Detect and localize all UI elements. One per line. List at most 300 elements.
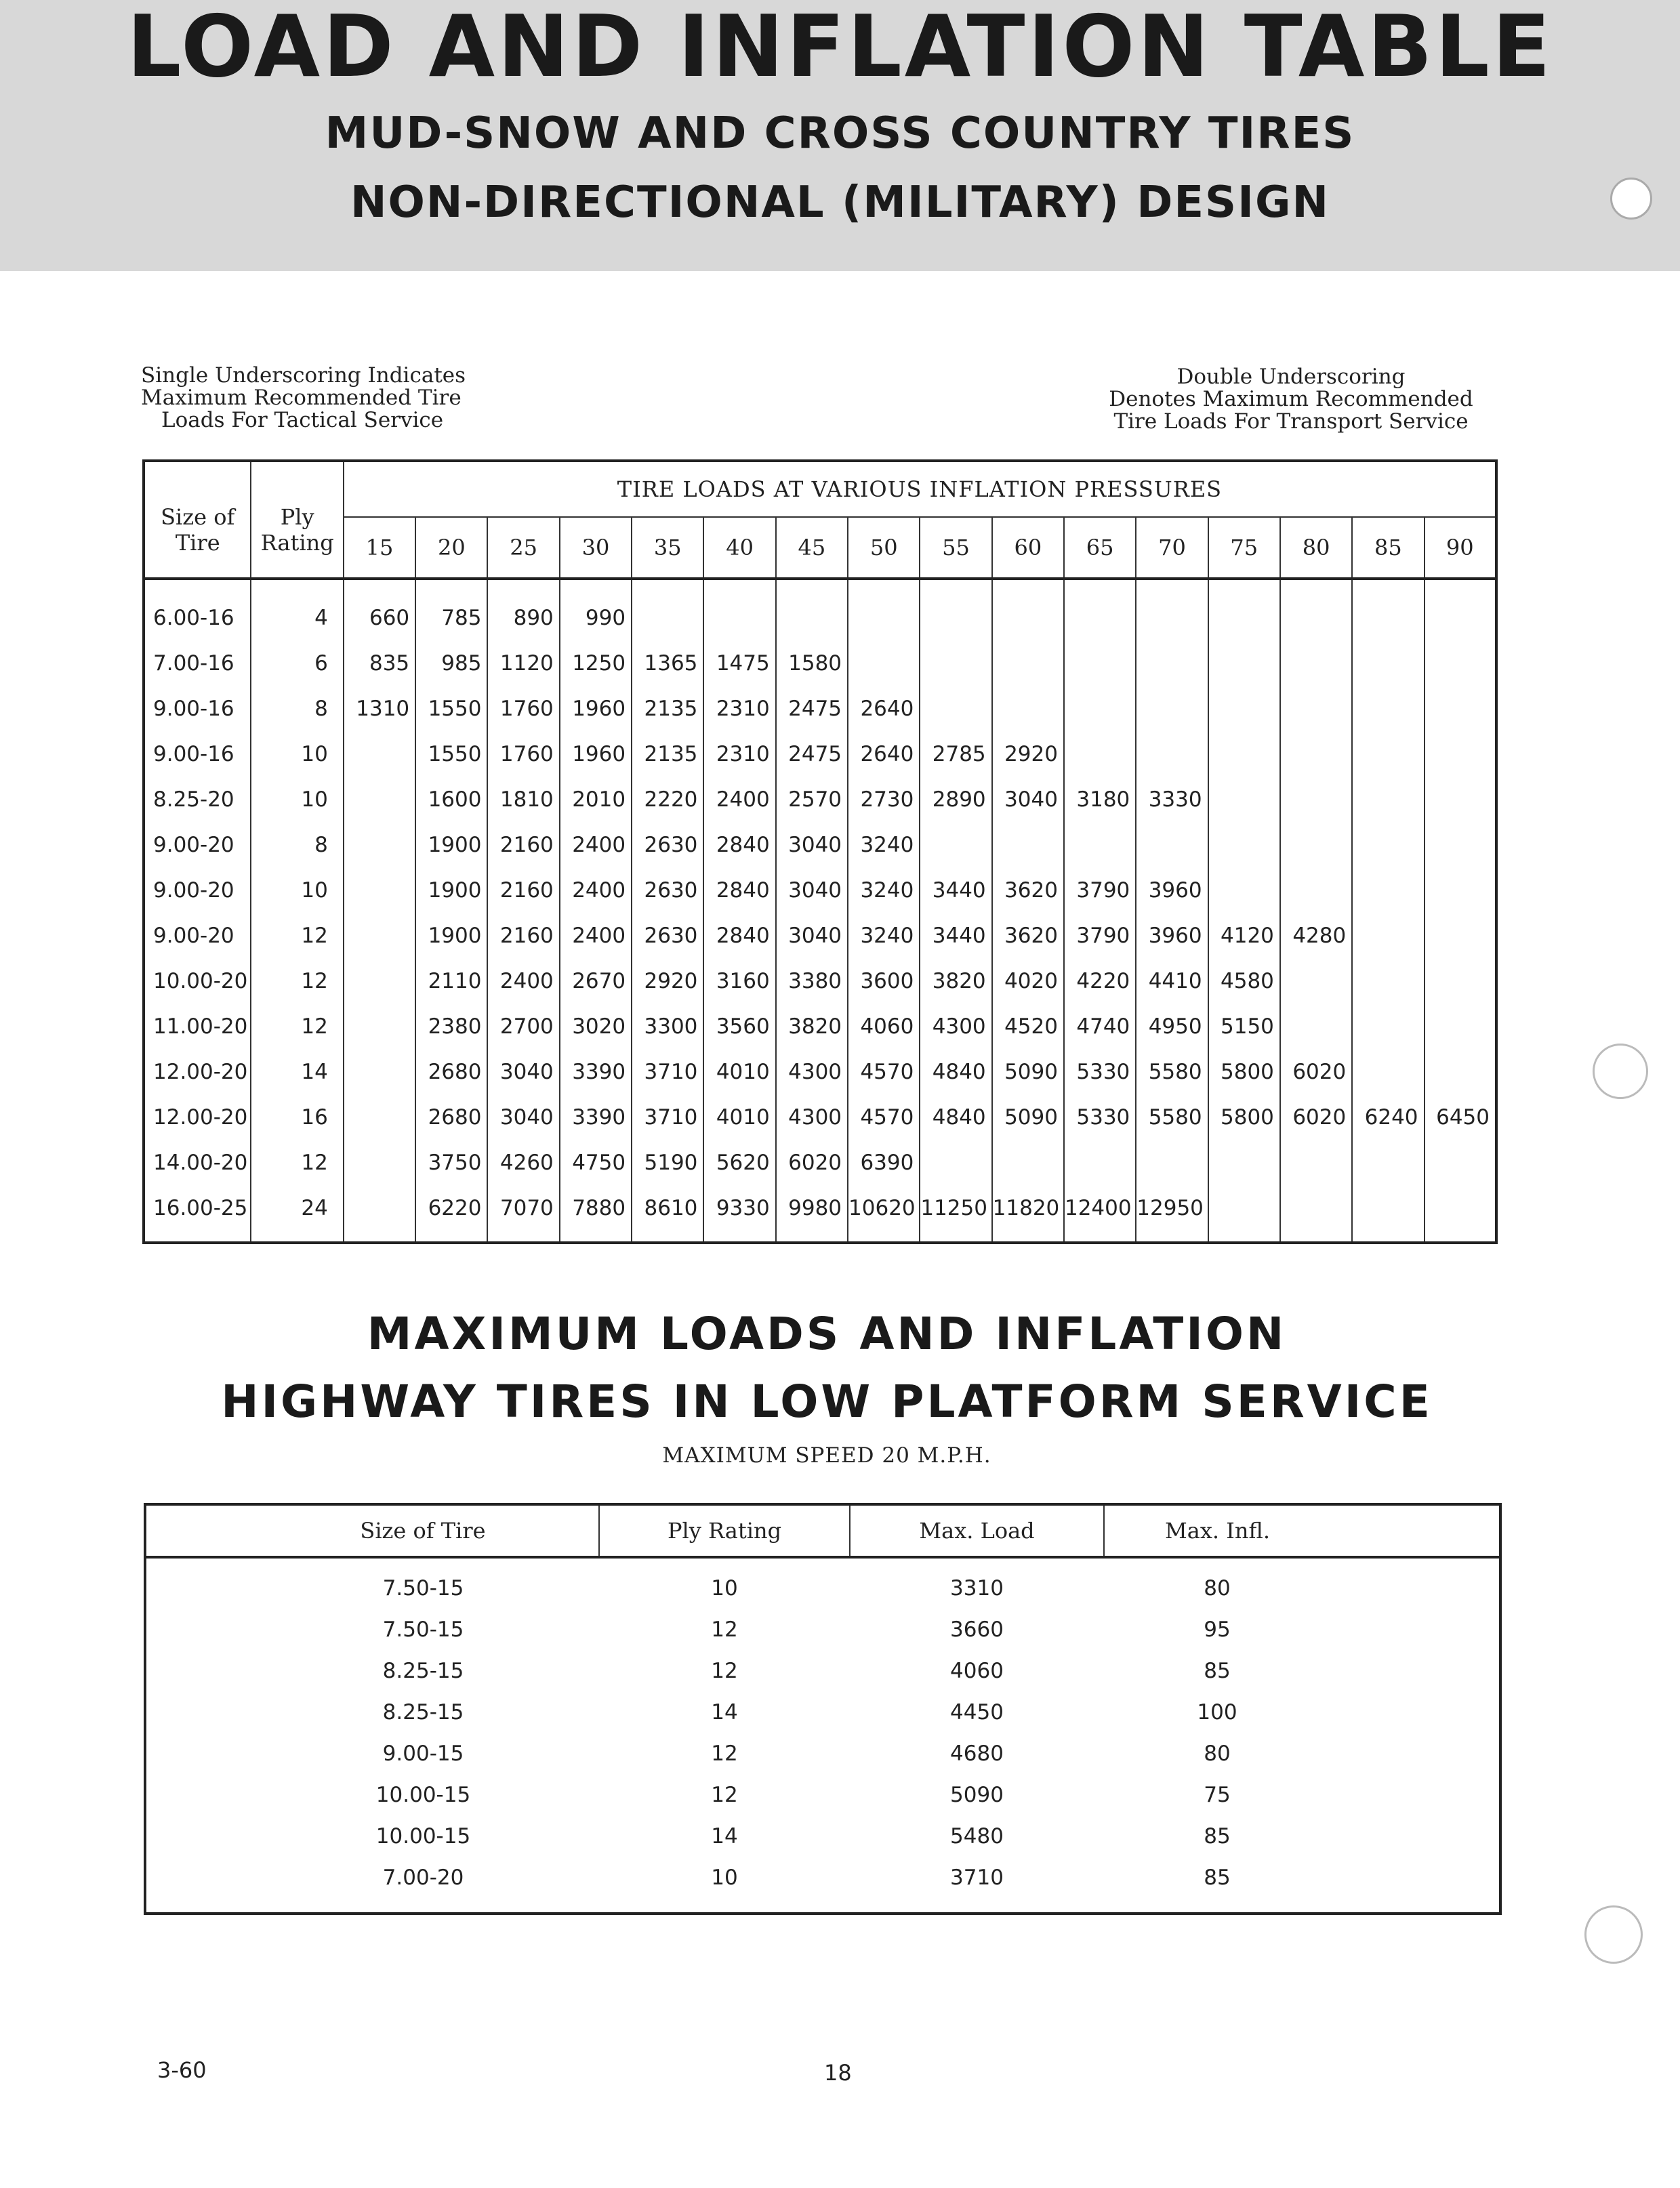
load-cell: 1365 [632,640,703,686]
ply-rating-cell: 6 [251,640,343,686]
load-cell: 3330 [1136,777,1208,822]
load-cell: 5330 [1064,1049,1136,1094]
load-cell: 4010 [703,1049,775,1094]
load-cell [1208,1185,1280,1243]
load-cell [992,1140,1064,1185]
load-cell [1352,822,1424,867]
load-cell: 4570 [848,1094,920,1140]
table-row [144,777,1496,822]
load-cell [344,1004,415,1049]
load-cell: 3790 [1064,867,1136,913]
load-cell: 2160 [487,913,559,958]
load-cell [1136,686,1208,731]
load-cell [1352,958,1424,1004]
pressure-header: 70 [1136,517,1208,579]
pressure-header: 15 [344,517,415,579]
pressure-header: 85 [1352,517,1424,579]
ply-rating-cell: 16 [251,1094,343,1140]
tire-size-cell: 9.00-20 [153,832,234,857]
load-cell [920,579,991,640]
pressure-header: 30 [560,517,632,579]
load-cell: 3750 [415,1140,487,1185]
page-subtitle-2: NON-DIRECTIONAL (MILITARY) DESIGN [350,178,1330,228]
ply-rating-cell: 12 [251,913,343,958]
load-cell: 2920 [992,731,1064,777]
load-cell: 2680 [415,1094,487,1140]
tire-size-cell: 8.25-15 [382,1658,464,1683]
tire-size-cell: 10.00-20 [153,968,248,993]
header-banner [0,0,1680,271]
load-cell: 4020 [992,958,1064,1004]
load-cell [1425,686,1496,731]
load-cell: 4260 [487,1140,559,1185]
tire-size-cell: 9.00-16 [153,696,234,721]
load-cell: 4840 [920,1049,991,1094]
load-cell [1425,579,1496,640]
load-cell: 2630 [632,867,703,913]
load-cell [1425,1140,1496,1185]
load-cell [1425,913,1496,958]
tire-size-cell: 7.50-15 [382,1617,464,1642]
load-cell: 2160 [487,822,559,867]
load-cell: 2920 [632,958,703,1004]
load-cell: 1580 [776,640,848,686]
load-cell: 4120 [1208,913,1280,958]
load-cell [1064,731,1136,777]
table-row [144,1094,1496,1140]
max-infl-cell: 85 [1204,1865,1231,1890]
load-cell: 8610 [632,1185,703,1243]
table-row [145,1733,1500,1774]
ply-rating-cell: 12 [711,1741,738,1766]
load-cell [1064,686,1136,731]
load-cell: 4300 [776,1049,848,1094]
load-cell [1064,1140,1136,1185]
pressure-header: 55 [920,517,991,579]
load-cell: 1600 [415,777,487,822]
load-cell: 11820 [992,1185,1064,1243]
table-row [144,1185,1496,1243]
load-cell [1352,579,1424,640]
note-line: Single Underscoring Indicates [141,363,466,388]
load-cell: 9330 [703,1185,775,1243]
load-cell: 785 [415,579,487,640]
load-cell [1208,777,1280,822]
load-cell [1208,822,1280,867]
load-cell: 5580 [1136,1094,1208,1140]
load-cell: 3040 [776,867,848,913]
load-cell: 3710 [632,1094,703,1140]
load-cell: 3620 [992,913,1064,958]
ply-rating-cell: 12 [711,1658,738,1683]
load-cell: 4300 [920,1004,991,1049]
load-cell: 3040 [776,822,848,867]
load-cell: 5330 [1064,1094,1136,1140]
max-load-cell: 4450 [950,1699,1004,1725]
load-cell: 5580 [1136,1049,1208,1094]
tire-size-cell: 9.00-16 [153,741,234,766]
load-cell: 4950 [1136,1004,1208,1049]
table-row [145,1609,1500,1650]
load-cell [1352,731,1424,777]
highway-tires-table [144,1503,1502,1915]
max-load-cell: 3660 [950,1617,1004,1642]
pressure-header: 80 [1280,517,1352,579]
table-row [145,1691,1500,1733]
max-load-cell: 4060 [950,1658,1004,1683]
ply-rating-cell: 10 [711,1865,738,1890]
ply-rating-cell: 10 [251,731,343,777]
load-cell: 4280 [1280,913,1352,958]
load-cell: 4570 [848,1049,920,1094]
load-cell [1280,822,1352,867]
load-cell: 2840 [703,913,775,958]
load-cell: 1550 [415,686,487,731]
max-load-cell: 3310 [950,1575,1004,1601]
punch-hole [1610,178,1652,220]
load-cell: 1760 [487,731,559,777]
table-row [145,1815,1500,1857]
load-cell [1352,777,1424,822]
load-cell: 3390 [560,1049,632,1094]
load-cell [920,1140,991,1185]
table-row [144,686,1496,731]
load-cell: 890 [487,579,559,640]
size-of-tire-header: Size of Tire [145,1504,599,1557]
load-cell [344,958,415,1004]
load-cell [920,822,991,867]
table-row [144,1004,1496,1049]
tire-size-cell: 9.00-20 [153,923,234,948]
load-cell: 3440 [920,913,991,958]
pressure-header: 60 [992,517,1064,579]
pressure-header: 45 [776,517,848,579]
inflation-pressures-header: TIRE LOADS AT VARIOUS INFLATION PRESSURES [344,461,1496,517]
header-line: Ply [280,504,314,530]
ply-rating-cell: 4 [251,579,343,640]
load-cell [992,640,1064,686]
load-cell: 4010 [703,1094,775,1140]
load-cell [1136,1140,1208,1185]
ply-rating-cell: 12 [711,1782,738,1807]
load-cell: 3620 [992,867,1064,913]
table-row [144,867,1496,913]
load-cell [1425,1049,1496,1094]
max-infl-cell: 75 [1204,1782,1231,1807]
load-cell: 2840 [703,822,775,867]
load-cell [920,686,991,731]
load-cell: 2160 [487,867,559,913]
load-cell [344,867,415,913]
load-cell: 11250 [920,1185,991,1243]
load-cell: 12400 [1064,1185,1136,1243]
load-cell: 2400 [703,777,775,822]
table-row [144,913,1496,958]
load-cell: 3380 [776,958,848,1004]
load-cell: 1900 [415,867,487,913]
note-line: Double Underscoring [1176,365,1406,389]
load-cell: 2400 [487,958,559,1004]
load-cell: 7880 [560,1185,632,1243]
load-cell: 2700 [487,1004,559,1049]
load-cell [1425,1004,1496,1049]
max-load-cell: 5090 [950,1782,1004,1807]
load-cell: 6450 [1425,1094,1496,1140]
page-subtitle-1: MUD-SNOW AND CROSS COUNTRY TIRES [325,108,1355,159]
load-cell: 3160 [703,958,775,1004]
load-cell: 1120 [487,640,559,686]
load-cell [1425,640,1496,686]
load-cell [1280,579,1352,640]
note-line: Loads For Tactical Service [161,408,444,432]
load-inflation-table [142,459,1498,1244]
load-cell: 10620 [848,1185,920,1243]
table-row [145,1774,1500,1815]
load-cell [1352,1004,1424,1049]
max-load-cell: 4680 [950,1741,1004,1766]
load-cell: 12950 [1136,1185,1208,1243]
load-cell: 2890 [920,777,991,822]
max-infl-cell: 85 [1204,1823,1231,1849]
load-cell [1136,579,1208,640]
tire-size-cell: 7.00-16 [153,651,234,676]
load-cell [1280,686,1352,731]
load-cell: 2630 [632,913,703,958]
ply-rating-cell: 8 [251,686,343,731]
load-cell [1352,686,1424,731]
load-cell: 3560 [703,1004,775,1049]
tire-size-cell: 7.00-20 [382,1865,464,1890]
load-cell [344,1094,415,1140]
max-load-cell: 5480 [950,1823,1004,1849]
load-cell [1425,822,1496,867]
load-cell: 3960 [1136,913,1208,958]
load-cell: 2220 [632,777,703,822]
load-cell: 2475 [776,731,848,777]
load-cell: 4220 [1064,958,1136,1004]
tire-size-cell: 8.25-15 [382,1699,464,1725]
table-row [144,958,1496,1004]
load-cell: 2400 [560,867,632,913]
load-cell: 2640 [848,686,920,731]
punch-hole [1584,1905,1643,1964]
load-cell: 4840 [920,1094,991,1140]
max-load-header: Max. Load [850,1504,1104,1557]
load-cell: 3710 [632,1049,703,1094]
load-cell [1280,1140,1352,1185]
table-row [145,1557,1500,1609]
load-cell: 990 [560,579,632,640]
pressure-header: 20 [415,517,487,579]
ply-rating-cell: 14 [251,1049,343,1094]
load-cell [1352,1049,1424,1094]
table-row [145,1857,1500,1914]
table-row [144,640,1496,686]
load-cell [344,913,415,958]
load-cell [1208,731,1280,777]
load-cell: 6020 [1280,1094,1352,1140]
ply-rating-header [251,461,343,579]
pressure-header: 40 [703,517,775,579]
load-cell: 3820 [920,958,991,1004]
load-cell: 2110 [415,958,487,1004]
load-cell: 3040 [487,1049,559,1094]
load-cell: 2310 [703,731,775,777]
ply-rating-cell: 8 [251,822,343,867]
load-cell [1208,686,1280,731]
load-cell [1352,1185,1424,1243]
load-cell [1352,1140,1424,1185]
load-cell: 3040 [487,1094,559,1140]
load-cell [1280,1185,1352,1243]
table-row [144,1140,1496,1185]
max-infl-cell: 85 [1204,1658,1231,1683]
load-cell: 3240 [848,913,920,958]
load-cell: 1810 [487,777,559,822]
load-cell [1208,867,1280,913]
load-cell [344,731,415,777]
table-row [144,579,1496,640]
load-cell [1280,777,1352,822]
header-line: Tire [175,530,220,556]
load-cell [344,1140,415,1185]
load-cell: 1475 [703,640,775,686]
load-cell: 4060 [848,1004,920,1049]
load-cell [1208,640,1280,686]
ply-rating-cell: 10 [251,777,343,822]
load-cell [1280,867,1352,913]
pressure-header: 50 [848,517,920,579]
tire-size-cell: 11.00-20 [153,1014,248,1039]
table-row [145,1650,1500,1691]
load-cell: 5800 [1208,1049,1280,1094]
load-cell: 1900 [415,913,487,958]
load-cell [992,579,1064,640]
note-line: Denotes Maximum Recommended [1109,387,1473,411]
load-cell: 5090 [992,1049,1064,1094]
load-cell [1208,1140,1280,1185]
load-cell: 2840 [703,867,775,913]
load-cell: 3040 [992,777,1064,822]
load-cell [1136,731,1208,777]
tire-size-cell: 12.00-20 [153,1059,248,1084]
load-cell: 2010 [560,777,632,822]
header-line: Rating [260,530,334,556]
load-cell: 4300 [776,1094,848,1140]
tire-size-cell: 12.00-20 [153,1105,248,1130]
load-cell [1136,822,1208,867]
load-cell: 1310 [344,686,415,731]
ply-rating-cell: 10 [711,1575,738,1601]
load-cell [776,579,848,640]
max-load-cell: 3710 [950,1865,1004,1890]
tire-size-cell: 16.00-25 [153,1195,248,1220]
load-cell [1425,777,1496,822]
load-cell: 3960 [1136,867,1208,913]
load-cell: 1250 [560,640,632,686]
load-cell: 2630 [632,822,703,867]
load-cell: 835 [344,640,415,686]
load-cell: 3600 [848,958,920,1004]
load-cell: 2475 [776,686,848,731]
tire-size-cell: 8.25-20 [153,787,234,812]
load-cell [1425,731,1496,777]
ply-rating-cell: 10 [251,867,343,913]
load-cell [1352,867,1424,913]
load-cell [1425,867,1496,913]
load-cell [1280,731,1352,777]
load-cell [1425,1185,1496,1243]
tire-size-cell: 6.00-16 [153,605,234,630]
load-cell: 1960 [560,731,632,777]
load-cell: 7070 [487,1185,559,1243]
load-cell: 6390 [848,1140,920,1185]
load-cell: 2135 [632,686,703,731]
load-cell: 2640 [848,731,920,777]
table-row [144,822,1496,867]
page-number: 18 [824,2060,852,2086]
note-line: Maximum Recommended Tire [141,386,462,410]
load-cell: 2400 [560,913,632,958]
max-infl-cell: 100 [1197,1699,1237,1725]
load-cell: 3390 [560,1094,632,1140]
load-cell: 5800 [1208,1094,1280,1140]
load-cell [703,579,775,640]
load-cell [1064,640,1136,686]
table-row [144,1049,1496,1094]
ply-rating-cell: 24 [251,1185,343,1243]
load-cell [632,579,703,640]
ply-rating-cell: 12 [251,958,343,1004]
load-cell [1064,579,1136,640]
max-infl-header: Max. Infl. [1104,1504,1500,1557]
load-cell: 2310 [703,686,775,731]
load-cell [1280,1004,1352,1049]
section-title-1: MAXIMUM LOADS AND INFLATION [367,1308,1287,1360]
max-infl-cell: 80 [1204,1575,1231,1601]
load-cell: 3440 [920,867,991,913]
max-infl-cell: 95 [1204,1617,1231,1642]
load-cell [1136,640,1208,686]
max-speed-note: MAXIMUM SPEED 20 M.P.H. [662,1443,991,1468]
load-cell [344,822,415,867]
single-underscore-note [141,365,466,432]
load-cell: 2670 [560,958,632,1004]
load-cell [848,640,920,686]
load-cell [1208,579,1280,640]
load-cell: 5190 [632,1140,703,1185]
load-cell [1064,822,1136,867]
load-cell: 4750 [560,1140,632,1185]
section-title-2: HIGHWAY TIRES IN LOW PLATFORM SERVICE [221,1376,1433,1428]
load-cell: 2400 [560,822,632,867]
load-cell: 1900 [415,822,487,867]
load-cell: 5090 [992,1094,1064,1140]
ply-rating-cell: 12 [251,1004,343,1049]
load-cell: 4520 [992,1004,1064,1049]
pressure-header: 90 [1425,517,1496,579]
pressure-header: 75 [1208,517,1280,579]
load-cell: 4580 [1208,958,1280,1004]
tire-size-cell: 9.00-20 [153,878,234,903]
load-cell: 985 [415,640,487,686]
tire-size-cell: 10.00-15 [375,1782,471,1807]
load-cell: 6240 [1352,1094,1424,1140]
load-cell: 9980 [776,1185,848,1243]
ply-rating-cell: 12 [251,1140,343,1185]
load-cell: 4410 [1136,958,1208,1004]
double-underscore-note [1084,366,1498,433]
